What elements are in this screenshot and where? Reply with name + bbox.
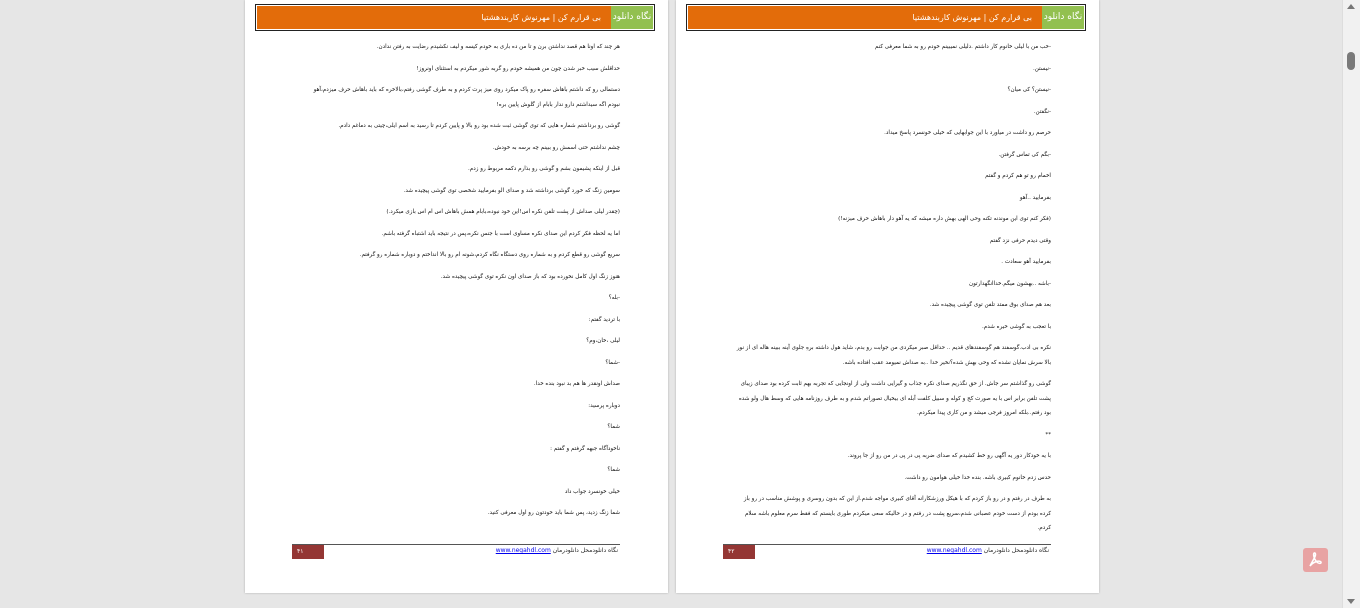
paragraph: شما زنگ زدید، پس شما باید خودتون رو اول معرفی کنید.	[487, 510, 620, 516]
paragraph: با تردید گفتم:	[588, 316, 620, 323]
paragraph: -نگفتن.	[1033, 108, 1051, 115]
paragraph: حدس زدم خانوم کبیری باشه. بنده خدا خیلی هوامون رو داشت.	[904, 474, 1051, 481]
vertical-scrollbar[interactable]	[1342, 0, 1360, 608]
paragraph: (فکر کنم توی این موندنه تکنه وحی الهی بهش داره میشه که یه آهو دار باهاش حرف میزنه!)	[838, 216, 1051, 222]
footer-site-name: نگاه دانلودمحل دانلودرمان	[983, 547, 1049, 554]
paragraph: لیلی ،خان،وم؟	[586, 338, 620, 344]
paragraph: گوشی رو گذاشتم سر جاش. از حق نگذریم صدای نکره جذاب و گیرایی داشت ولی از اونجایی که تجربه بهم ثابت کرده بود صدای زیبای پشت تلفن برابر اس با یه صورت کج و کوله و سبیل کلفت آبله ای بیخیال تصوراتم شدم و به طرف روزنامه هایی که وسط هال ولو شده بود رفتم..بلکه امروز فرجی میشد و من کاری پیدا میکردم.	[738, 381, 1051, 416]
paragraph: سریع گوشی رو قطع کردم و به شماره روی دستگاه نگاه کردم،شونه ام رو بالا انداختم و دوباره شماره رو گرفتم.	[359, 252, 620, 258]
paragraph: حرصم رو داشت در میاورد با این جوابهایی که خیلی خونسرد پاسخ میداد.	[884, 130, 1051, 136]
page-body	[300, 40, 620, 528]
paragraph: صداش اونقدر ها هم بد نبود بنده خدا.	[533, 381, 620, 387]
brand-label: نگاه دانلود	[611, 6, 653, 29]
pdf-download-button[interactable]	[1303, 548, 1328, 572]
paragraph: گوشی رو برداشتم شماره هایی که توی گوشی ثبت شده بود رو بالا و پایین کردم تا رسید به اسم ایلی،چیتی به دماغم دادم.	[338, 123, 620, 129]
paragraph: شما؟	[607, 467, 620, 473]
paragraph: -باشه ..بهشون میگم.خداانگهدارتون	[969, 280, 1051, 287]
paragraph: -شما؟	[605, 359, 620, 366]
paragraph: ناخودآگاه جبهه گرفتم و گفتم :	[550, 445, 620, 452]
scroll-thumb[interactable]	[1347, 52, 1355, 70]
paragraph: -خب من با لیلی خانوم کار داشتم .دلیلی نمیبینم خودم رو به شما معرفی کنم	[874, 44, 1051, 50]
paragraph: اخمام رو تو هم کردم و گفتم	[985, 173, 1051, 179]
paragraph: با یه خودکار دور یه آگهی رو خط کشیدم که صدای ضربه پی در پی در من رو از جا پروند.	[847, 453, 1051, 459]
pdf-icon	[1307, 551, 1324, 569]
book-title: بی قرارم کن | مهرنوش کاربندهشتیا	[912, 13, 1032, 22]
paragraph: بفرمایید ..آهو	[1019, 194, 1051, 201]
scroll-down-arrow-icon[interactable]	[1347, 599, 1355, 604]
page-number: ۴۲	[723, 545, 755, 559]
page-footer	[723, 544, 1051, 560]
paragraph: حداقلش سیب خبر شدن چون من همیشه خودم رو گربه شور میکردم به استثنای اونروز!	[416, 65, 620, 72]
page-header-banner	[255, 4, 655, 31]
paragraph: چشم نداشتم حتی اسمش رو ببینم چه برسه به خودش.	[492, 144, 620, 151]
paragraph: دوباره پرسید:	[588, 402, 620, 409]
paragraph: وقتی دیدم حرفی نزد گفتم	[989, 237, 1051, 244]
paragraph: شما؟	[607, 424, 620, 430]
page-number: ۴۱	[292, 545, 324, 559]
paragraph: -بله؟	[608, 295, 620, 301]
paragraph: **	[1045, 431, 1051, 438]
paragraph: (چقدر لیلی صداش از پشت تلفن نکره اس!این خود نبوده،بابام همش باهاش اس ام اس بازی میکرد.)	[386, 209, 620, 215]
book-title: بی قرارم کن | مهرنوش کاربندهشتیا	[481, 13, 601, 22]
page-header-banner	[686, 4, 1086, 31]
paragraph: بفرمایید آهو سعادت .	[1001, 259, 1051, 265]
paragraph: قبل از اینکه پشیمون بشم و گوشی رو بذارم دکمه مربوط رو زدم.	[468, 166, 620, 172]
paragraph: بعد هم صدای بوق ممتد تلفن توی گوشی پیچیده شد.	[929, 302, 1051, 308]
page-body	[731, 40, 1051, 543]
paragraph: خیلی خونسرد جواب داد	[564, 488, 620, 495]
paragraph: دستمالی رو که داشتم باهاش سفره رو پاک میکرد روی میز پرت کردم و به طرف گوشی رفتم،بالاخره که باید باهاش حرف میزدم،آهو نبودم اگه سیداشتم دارو ندار بابام از گلوش پایین بره!	[313, 87, 620, 108]
scroll-up-arrow-icon[interactable]	[1347, 4, 1355, 9]
page-left	[245, 0, 668, 593]
brand-label: نگاه دانلود	[1042, 6, 1084, 29]
page-right	[676, 0, 1099, 593]
paragraph: هر چند که اونا هم قصد نداشتن برن و تا من ده باری به خودم کیسه و لیف نکشیدم رضایت به رفتن ندادن.	[376, 44, 620, 50]
paragraph: -نیستن؟ کی میان؟	[1007, 87, 1051, 93]
paragraph: -نیستن.	[1033, 65, 1051, 72]
paragraph: اما یه لحظه فکر کردم این صدای نکره مساوی است با جنس نکره،پس در نتیجه باید اشتباه گرفته باشم.	[381, 230, 620, 237]
page-footer	[292, 544, 620, 560]
paragraph: به طرف در رفتم و در رو باز کردم که با هیکل ورزشکارانه آقای کبیری مواجه شدم.از این که بدون روسری و پوشش مناسب در رو باز کرده بودم از دست خودم عصبانی شدم،سریع پشت در رفتم و در حالیکه سعی میکردم طوری بایستم که فقط سرم معلوم باشه سلام کردم.	[743, 496, 1051, 531]
paragraph: -بگم کی تماس گرفتن.	[998, 151, 1051, 158]
footer-link[interactable]: www.negahdl.com	[926, 547, 982, 554]
footer-link[interactable]: www.negahdl.com	[495, 547, 551, 554]
paragraph: هنوز زنگ اول کامل نخورده بود که باز صدای اون نکره توی گوشی پیچیده شد.	[440, 273, 620, 280]
footer-site-name: نگاه دانلودمحل دانلودرمان	[552, 547, 618, 554]
paragraph: نکره بی ادب.گوسفند هم گوسفندهای قدیم .. حداقل صبر میکردی من جوابت رو بدم، شاید هول داشته برهِ جلوی آینه ببینه هاله ای از نور بالا سرش نمایان نشده که وحی بهش شده؟نخیر خدا ..به صداش نمیومد عقب افتاده باشه.	[736, 345, 1051, 366]
paragraph: سومین زنگ که خورد گوشی برداشته شد و صدای الو بفرمایید شخصی توی گوشی پیچیده شد.	[403, 187, 620, 194]
paragraph: با تعجب به گوشی خیره شدم.	[982, 323, 1051, 330]
